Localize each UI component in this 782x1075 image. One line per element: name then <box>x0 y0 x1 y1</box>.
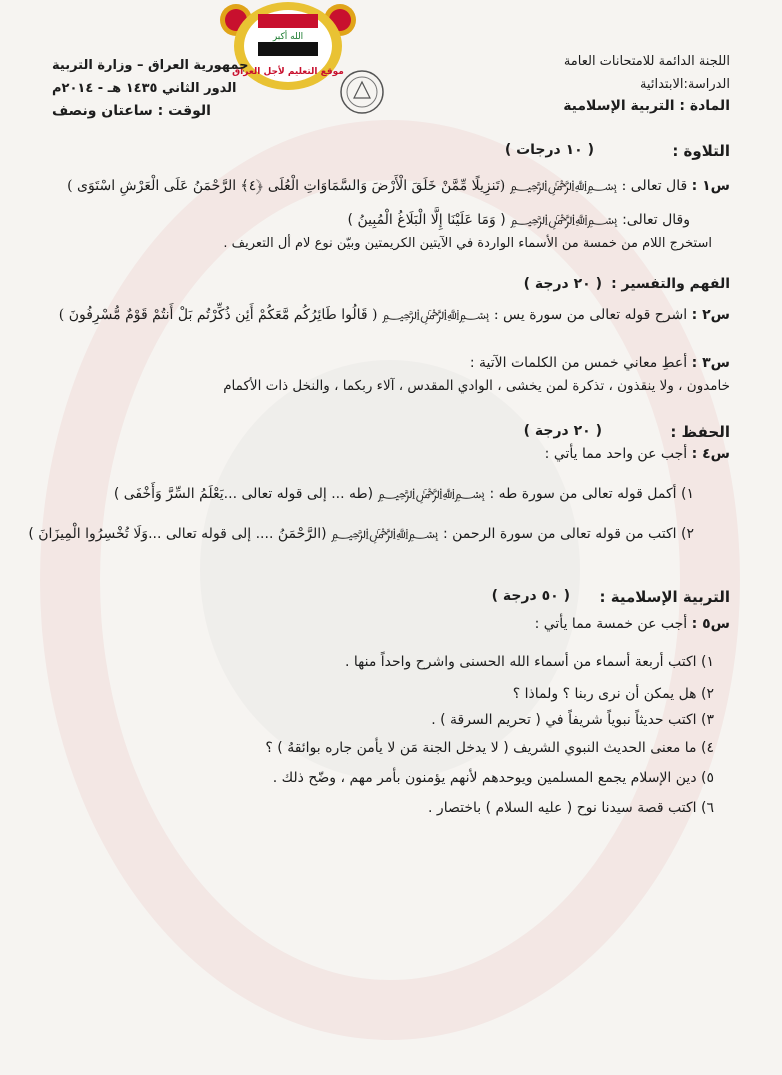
question-4-item-2: ٢) اكتب من قوله تعالى من سورة الرحمن : ﷽ (الرَّحْمَنُ .... إلى قوله تعالى ...وَلَا تُخْسِرُوا الْمِيزَانَ ) <box>28 526 694 542</box>
question-3-words: خامدون ، ولا ينقذون ، تذكرة لمن يخشى ، الوادي المقدس ، آلاء ربكما ، والنخل ذات الأكمام <box>223 378 730 394</box>
question-5-item-3: ٣) اكتب حديثاً نبوياً شريفاً في ( تحريم السرقة ) . <box>431 712 714 728</box>
site-logo <box>218 0 358 92</box>
svg-text:موقع التعليم لأجل العراق: موقع التعليم لأجل العراق <box>232 67 344 77</box>
section-title-hifz: الحفظ : <box>670 423 730 441</box>
exam-time: الوقت : ساعتان ونصف <box>52 103 211 119</box>
question-4-number: س٤ : <box>691 446 730 462</box>
question-1-line3: استخرج اللام من خمسة من الأسماء الواردة في الآيتين الكريمتين وبيّن نوع لام أل التعريف . <box>223 236 712 251</box>
question-3-text: أعطِ معاني خمس من الكلمات الآتية : <box>469 355 688 371</box>
republic-ministry: جمهورية العراق – وزارة التربية <box>52 58 249 73</box>
question-3-number: س٣ : <box>691 355 730 371</box>
question-5-number: س٥ : <box>691 616 730 632</box>
exam-round: الدور الثاني ١٤٣٥ هـ - ٢٠١٤م <box>52 81 237 96</box>
question-5-item-1: ١) اكتب أربعة أسماء من أسماء الله الحسنى واشرح واحداً منها . <box>344 654 714 670</box>
svg-text:الله أكبر: الله أكبر <box>272 32 304 42</box>
question-5 <box>535 616 730 632</box>
question-1-line2: وقال تعالى: ﷽ ( وَمَا عَلَيْنَا إِلَّا الْبَلَاغُ الْمُبِينُ ) <box>347 212 690 228</box>
question-2 <box>59 305 730 329</box>
watermark-ring <box>40 120 740 1040</box>
question-4-item-1: ١) أكمل قوله تعالى من سورة طه : ﷽ (طه ... إلى قوله تعالى ...يَعْلَمُ السِّرَّ وَأَخْفَى ) <box>113 486 694 502</box>
question-4 <box>545 446 730 462</box>
question-1-line1: قال تعالى : ﷽ (تَنزِيلًا مِّمَّنْ خَلَقَ الْأَرْضَ وَالسَّمَاوَاتِ الْعُلَى ﴿٤﴾ الرَّحْمَنُ عَلَى الْعَرْشِ اسْتَوَى ) <box>67 178 688 194</box>
section-title-tarbiya: التربية الإسلامية : <box>599 588 730 606</box>
question-1 <box>67 176 730 200</box>
marks-tarbiya: ( ٥٠ درجة ) <box>491 588 570 604</box>
marks-hifz: ( ٢٠ درجة ) <box>523 423 602 439</box>
question-5-item-6: ٦) اكتب قصة سيدنا نوح ( عليه السلام ) باختصار . <box>428 800 714 816</box>
marks-tilawa: ( ١٠ درجات ) <box>504 142 594 158</box>
section-title-fahm: الفهم والتفسير : <box>611 276 730 292</box>
question-5-item-4: ٤) ما معنى الحديث النبوي الشريف ( لا يدخل الجنة مَن لا يأمن جاره بوائقهُ ) ؟ <box>265 740 714 756</box>
ministry-seal <box>338 68 386 116</box>
question-4-text: أجب عن واحد مما يأتي : <box>544 446 688 462</box>
section-title-tilawa: التلاوة : <box>672 142 730 160</box>
question-5-item-2: ٢) هل يمكن أن نرى ربنا ؟ ولماذا ؟ <box>512 686 714 702</box>
question-5-item-5: ٥) دين الإسلام يجمع المسلمين ويوحدهم لأنهم يؤمنون بأمر مهم ، وضّح ذلك . <box>272 770 714 786</box>
committee-name: اللجنة الدائمة للامتحانات العامة <box>563 54 730 69</box>
question-1-number: س١ : <box>691 178 730 194</box>
marks-fahm: ( ٢٠ درجة ) <box>523 276 602 292</box>
question-5-text: أجب عن خمسة مما يأتي : <box>534 616 688 632</box>
study-level: الدراسة:الابتدائية <box>639 77 730 92</box>
question-2-text: اشرح قوله تعالى من سورة يس : ﷽ ( قَالُوا طَائِرُكُم مَّعَكُمْ أَئِن ذُكِّرْتُم بَلْ أَنتُمْ قَوْمٌ مُّسْرِفُونَ ) <box>58 307 688 323</box>
question-3 <box>470 355 730 371</box>
question-2-number: س٢ : <box>691 307 730 323</box>
subject-name: المادة : التربية الإسلامية <box>563 98 730 114</box>
